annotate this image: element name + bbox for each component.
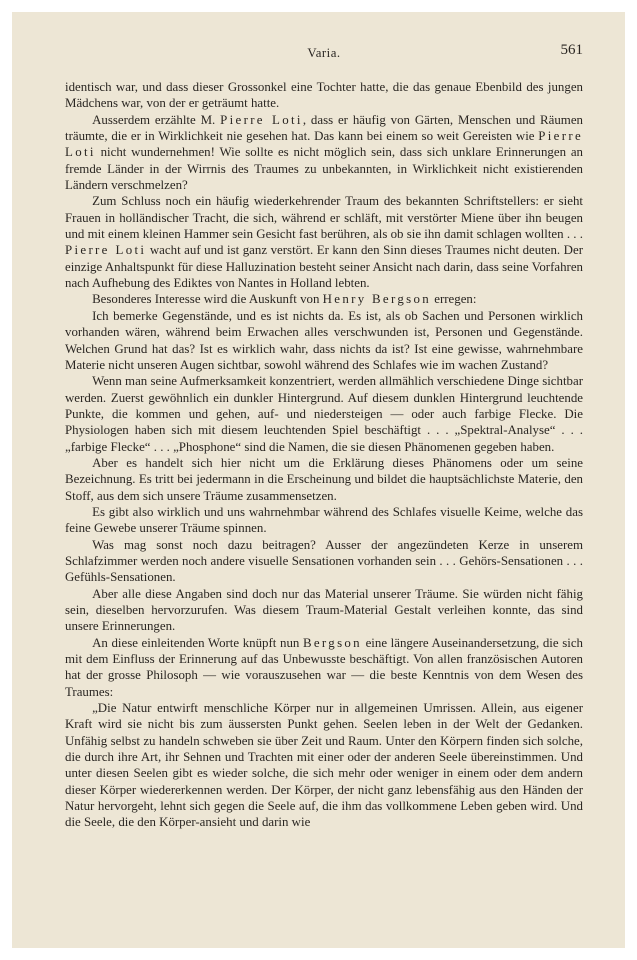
text-run: Aber es handelt sich hier nicht um die Erklärung dieses Phänomens oder um seine Bezeichnung. Es tritt bei jedermann in die Erscheinung und bildet die hauptsächlichste Materie, den Stoff, aus dem sich unsere Träume zusammensetzen.: [65, 455, 583, 503]
spaced-name: Pierre Loti: [65, 243, 147, 258]
page-number: 561: [560, 42, 583, 58]
text-run: , dass er häufig von Gärten, Menschen und Räumen träumte, die er in Wirklichkeit nie gesehen hat. Das kann bei einem so weit Gereisten wie: [65, 112, 583, 144]
running-head-title: Varia.: [307, 46, 341, 60]
text-run: Besonderes Interesse wird die Auskunft von: [92, 292, 323, 307]
text-run: Es gibt also wirklich und uns wahrnehmbar während des Schlafes visuelle Keime, welche das feine Gewebe unserer Träume spinnen.: [65, 504, 583, 536]
text-run: nicht wundernehmen! Wie sollte es nicht möglich sein, dass sich unklare Erinnerungen an fremde Länder in der Wirrnis des Traumes zu unbekannten, in Wirklichkeit nicht existierenden Ländern verschmelzen?: [65, 145, 583, 193]
document-page: [65, 42, 583, 862]
paragraph: [65, 455, 583, 504]
text-run: wacht auf und ist ganz verstört. Er kann den Sinn dieses Traumes nicht deuten. Der einzige Anhaltspunkt für diese Halluzination besteht seiner Ansicht nach darin, dass seine Vorfahren nach Aufhebung des Ediktes von Nantes in Holland lebten.: [65, 243, 583, 291]
text-run: „Die Natur entwirft menschliche Körper nur in allgemeinen Umrissen. Allein, aus eigener Kraft wird sie nicht bis zum äussersten Punkt gehen. Seelen leben in der Welt der Gedanken. Unfähig selbst zu handeln schweben sie über Zeit und Raum. Unter den Körpern finden sich solche, die durch ihre Art, ihr Sehnen und Trachten mit einer oder der anderen Seele übereinstimmen. Und unter diesen Seelen gibt es wieder solche, die sich mehr oder weniger in einem oder dem andern dieser Körper wiedererkennen werden. Der Körper, der nicht ganz lebensfähig aus den Händen der Natur hervorgeht, lehnt sich gegen die Seele auf, die ihm das vollkommene Leben geben wird. Und die Seele, die den Körper-ansieht und darin wie: [65, 701, 583, 830]
text-run: Zum Schluss noch ein häufig wiederkehrender Traum des bekannten Schriftstellers: er sieht Frauen in holländischer Tracht, die sich, während er schläft, mit verstörter Miene über ihn beugen und mit einem kleinen Hammer sein Gesicht fast berühren, als ob sie ihn damit schlagen wollten . . .: [65, 194, 583, 242]
text-run: Wenn man seine Aufmerksamkeit konzentriert, werden allmählich verschiedene Dinge sichtbar werden. Zuerst gewöhnlich ein dunkler Hintergrund. Auf diesem dunklen Hintergrund leuchtende Punkte, die kommen und gehen, auf- und niedersteigen — oder auch farbige Flecke. Die Physiologen haben sich mit diesem leuchtenden Spiel beschäftigt . . . „Spektral-Analyse“ . . . „farbige Flecke“ . . . „Phosphone“ sind die Namen, die sie diesen Phänomenen gegeben haben.: [65, 374, 583, 454]
paragraph: [65, 193, 583, 291]
paragraph: [65, 537, 583, 586]
paragraph: [65, 504, 583, 537]
spaced-name: Pierre Loti: [220, 112, 303, 127]
text-run: Ich bemerke Gegenstände, und es ist nichts da. Es ist, als ob Sachen und Personen wirklich vorhanden wären, während beim Erwachen alles verschwunden ist, Personen und Gegenstände. Welchen Grund hat das? Ist es wirklich wahr, dass nichts da ist? Ist eine gewisse, wahrnehmbare Materie nicht unseren Augen sichtbar, sowohl während des Schlafes wie im wachen Zustand?: [65, 308, 583, 372]
text-run: eine längere Auseinandersetzung, die sich mit dem Einfluss der Erinnerung auf das Unbewusste beschäftigt. Von allen französischen Autoren hat der grosse Philosoph — wie vorauszusehen war — die beste Kenntnis von dem Wesen des Traumes:: [65, 635, 583, 699]
text-run: Was mag sonst noch dazu beitragen? Ausser der angezündeten Kerze in unserem Schlafzimmer werden noch andere visuelle Sensationen vorhanden sein . . . Gehörs-Sensationen . . . Gefühls-Sensationen.: [65, 537, 583, 585]
text-run: erregen:: [431, 292, 477, 307]
spaced-name: Henry Bergson: [322, 292, 431, 307]
spaced-name: Bergson: [302, 635, 362, 650]
spaced-name: Pierre Loti: [65, 129, 583, 160]
paragraph: [65, 700, 583, 831]
paragraph: [65, 635, 583, 700]
text-run: identisch war, und dass dieser Grossonkel eine Tochter hatte, die das genaue Ebenbild des jungen Mädchens war, von der er geträumt hatte.: [65, 80, 583, 111]
body-text: [65, 79, 583, 831]
paragraph: [65, 291, 583, 307]
paragraph: [65, 373, 583, 455]
paragraph: [65, 79, 583, 112]
text-run: Aber alle diese Angaben sind doch nur das Material unserer Träume. Sie würden nicht fähig sein, dieselben hervorzurufen. Was diesem Traum-Material Gestalt verleihen konnte, das sind unsere Erinnerungen.: [65, 586, 583, 634]
running-head: [65, 42, 583, 64]
paragraph: [65, 586, 583, 635]
paragraph: [65, 308, 583, 373]
text-run: Ausserdem erzählte M.: [92, 112, 221, 127]
text-run: An diese einleitenden Worte knüpft nun: [92, 635, 303, 650]
paragraph: [65, 112, 583, 194]
